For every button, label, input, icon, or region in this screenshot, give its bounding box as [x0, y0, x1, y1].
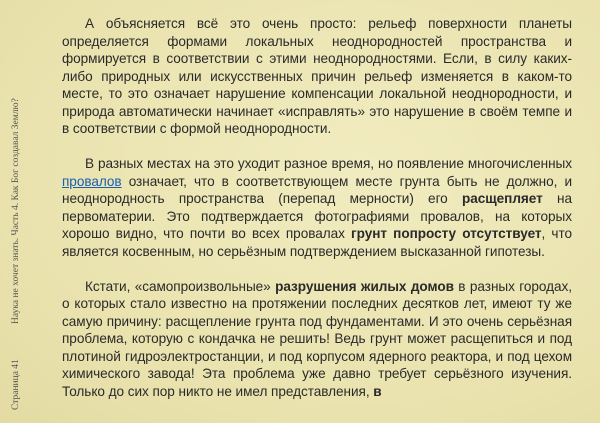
page-number: Страница 41 — [11, 359, 21, 410]
paragraph-1-text: А объясняется всё это очень просто: рельеф поверхности планеты определяется формами локальных неоднородностей пространства и формируется в соответствии с этими неоднородностями. Если, в силу каких-либо природных или искусственных причин рельеф изменяется в каком-то месте, то это означает нарушение компенсации локальной неоднородности, и природа автоматически начинает «исправлять» это нарушение в своём темпе и в соответствии с формой неоднородности. — [62, 16, 572, 136]
emphasis-rasshcheplyaet: расщепляет — [461, 191, 543, 206]
emphasis-grunt-otsutstvuet: грунт попросту отсутствует — [351, 226, 542, 241]
paragraph-2-text-d: , что является косвенным, но серьёзным подтверждением высказанной гипотезы. — [62, 226, 572, 259]
paragraph-3-text-b: в разных городах, о которых стало известно на протяжении последних десятков лет, имеют ту же самую причину: расщепление грунта под фундаментами. И это очень серьёзная проблема, которую с кондачка не решить! Ведь грунт может расщепиться и под плотиной гидроэлектростанции, и под корпусом ядерного реактора, и под цехом химического завода! Эта проблема уже давно требует серьёзного изучения. Только до сих пор никто не имел представления, — [62, 278, 572, 399]
book-title: Наука не хочет знать. Часть 4. Как Бог создавал Землю? — [11, 98, 21, 324]
paragraph-2-text-b: означает, что в соответствующем месте грунта быть не должно, и неоднородность пространства (перепад мерности) его — [62, 173, 572, 206]
emphasis-razrusheniya-domov: разрушения жилых домов — [275, 278, 454, 294]
paragraph-2 — [62, 155, 572, 260]
paragraph-3 — [62, 278, 572, 401]
paragraph-2-text-c: на первоматерии. Это подтверждается фотографиями провалов, на которых хорошо видно, что почти во всех провалах — [62, 191, 572, 241]
body-text — [62, 15, 572, 418]
paragraph-3-text-a: Кстати, «самопроизвольные» — [85, 278, 276, 294]
paragraph-2-text-a: В разных местах на это уходит разное время, но появление многочисленных — [85, 156, 572, 171]
provaly-link[interactable]: провалов — [62, 173, 122, 189]
paragraph-1 — [62, 15, 572, 138]
emphasis-v: в — [373, 383, 382, 399]
